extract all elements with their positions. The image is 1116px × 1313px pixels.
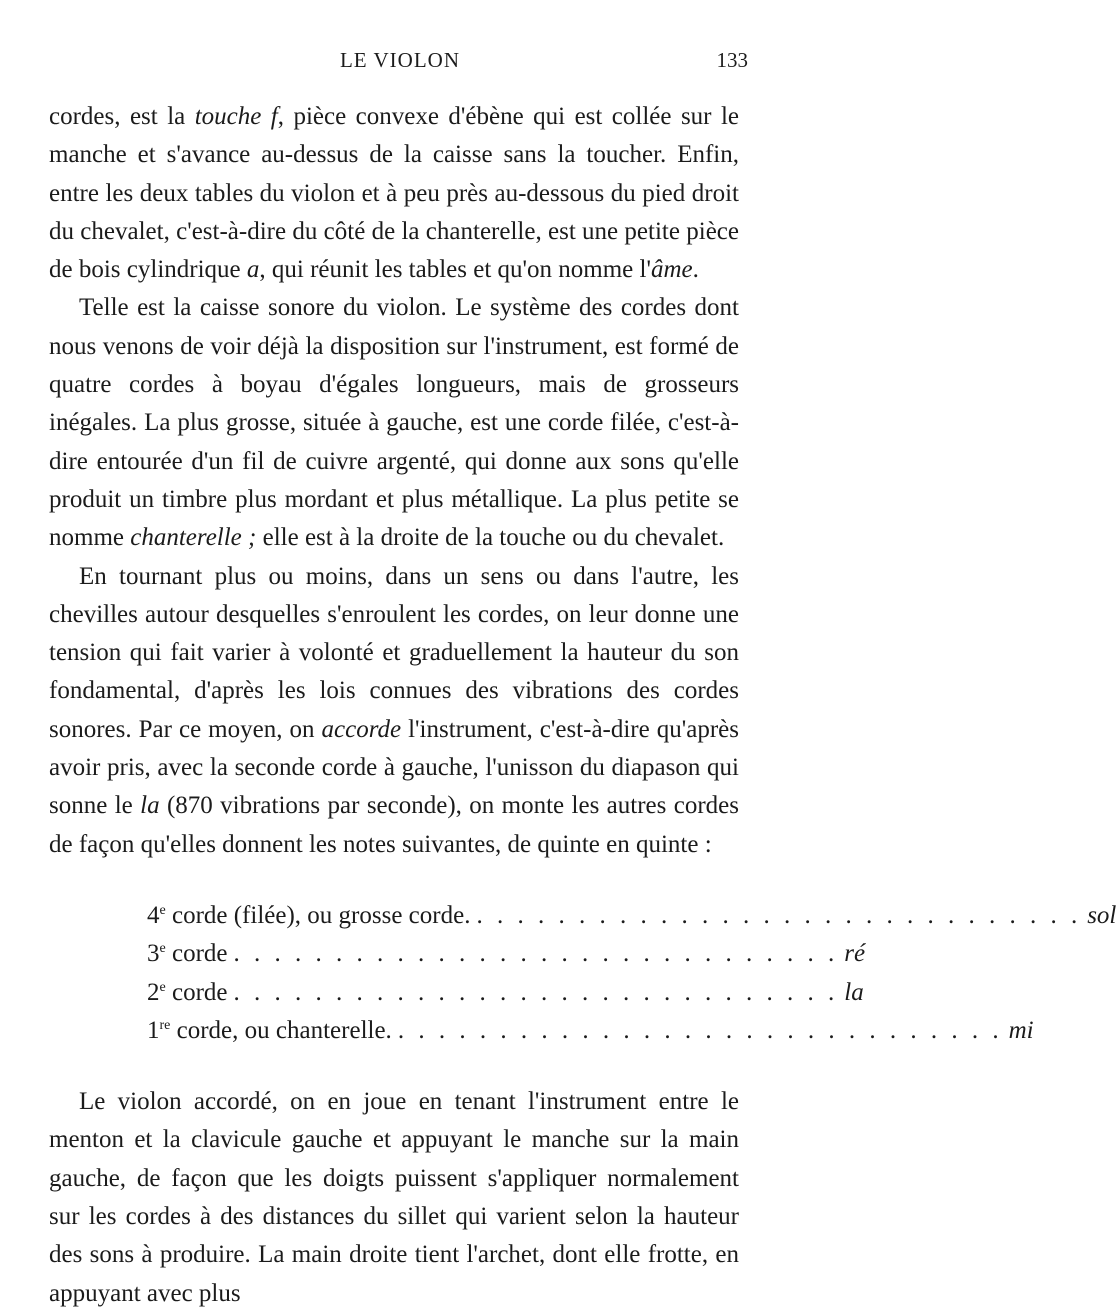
text-run: . <box>692 256 699 284</box>
text-run: (870 vibrations par seconde), on monte les autres cordes de façon qu'elles donnent les notes suivantes, de quinte en quinte : <box>49 792 739 858</box>
paragraph-3 <box>49 558 739 864</box>
text-run: , pièce convexe d'ébène qui est collée sur le manche et s'avance au-dessus de la caisse sans la toucher. Enfin, entre les deux tables du violon et à peu près au-dessous du pied droit du chevalet, c'est-à-dire du côté de la chanterelle, est une petite pièce de bois cylindrique <box>49 103 739 284</box>
table-row <box>147 897 1116 935</box>
italic-term: chanterelle ; <box>130 524 257 552</box>
row-label: 4e corde (filée), ou grosse corde. <box>147 901 471 929</box>
note-name: la <box>844 978 864 1006</box>
dot-leader: . . . . . . . . . . . . . . . . . . . . . . . . . . . . . . <box>397 1016 1003 1044</box>
running-title: LE VIOLON <box>339 48 460 72</box>
string-tuning-table <box>147 897 1116 1050</box>
row-label: 1re corde, ou chanterelle. <box>147 1016 392 1044</box>
row-label: 3e corde <box>147 940 228 968</box>
dot-leader: . . . . . . . . . . . . . . . . . . . . . . . . . . . . . . <box>233 978 839 1006</box>
paragraph-2 <box>49 289 739 557</box>
row-label: 2e corde <box>147 978 228 1006</box>
italic-term: accorde <box>321 715 402 743</box>
text-run: En tournant plus ou moins, dans un sens ou dans l'autre, les chevilles autour desquelles s'enroulent les cordes, on leur donne une tension qui fait varier à volonté et graduellement la hauteur du son fondamental, d'après les lois connues des vibrations des cordes sonores. Par ce moyen, on <box>49 562 739 743</box>
table-row <box>147 935 866 973</box>
page-number: 133 <box>716 48 748 72</box>
dot-leader: . . . . . . . . . . . . . . . . . . . . . . . . . . . . . . <box>476 901 1082 929</box>
table-row <box>147 1012 1034 1050</box>
note-name: ré <box>844 940 866 968</box>
note-name: mi <box>1008 1016 1034 1044</box>
italic-term: a <box>246 256 260 284</box>
paragraph-1 <box>49 98 739 289</box>
table-row <box>147 974 864 1012</box>
dot-leader: . . . . . . . . . . . . . . . . . . . . . . . . . . . . . . <box>233 940 839 968</box>
text-run: l'instrument, c'est-à-dire qu'après avoir pris, avec la seconde corde à gauche, l'unisson du diapason qui sonne le <box>49 715 739 820</box>
italic-term: la <box>140 792 160 820</box>
page-header <box>0 48 800 78</box>
text-run: elle est à la droite de la touche ou du chevalet. <box>256 524 725 552</box>
note-name: sol <box>1087 901 1116 929</box>
italic-term: âme <box>650 256 693 284</box>
text-run: Telle est la caisse sonore du violon. Le système des cordes dont nous venons de voir déjà la disposition sur l'instrument, est formé de quatre cordes à boyau d'égales longueurs, mais de grosseurs inégales. La plus grosse, située à gauche, est une corde filée, c'est-à-dire entourée d'un fil de cuivre argenté, qui donne aux sons qu'elle produit un timbre plus mordant et plus métallique. La plus petite se nomme <box>49 294 739 552</box>
italic-term: touche f <box>194 103 278 130</box>
paragraph-4: Le violon accordé, on en joue en tenant l'instrument entre le menton et la clavicule gauche et appuyant le manche sur la main gauche, de façon que les doigts puissent s'appliquer normalement sur les cordes à des distances du sillet qui varient selon la hauteur des sons à produire. La main droite tient l'archet, dont elle frotte, en appuyant avec plus <box>49 1088 739 1307</box>
text-run: cordes, est la <box>49 103 195 130</box>
page-body <box>49 98 1116 1313</box>
text-run: , qui réunit les tables et qu'on nomme l' <box>259 256 651 284</box>
